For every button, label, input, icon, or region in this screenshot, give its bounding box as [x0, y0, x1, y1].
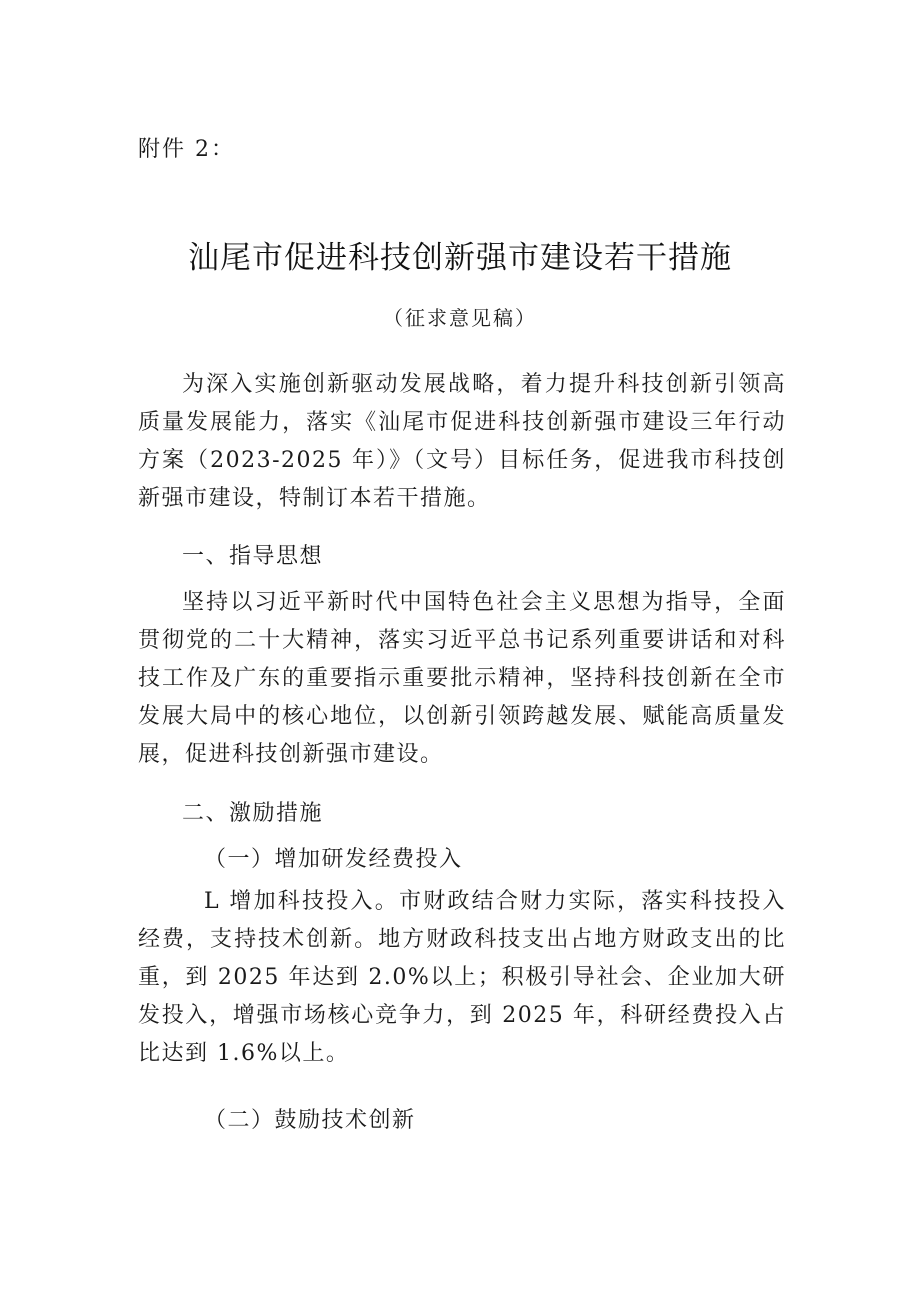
section-heading-incentive-measures: 二、激励措施: [182, 801, 324, 826]
attachment-label: 附件 2：: [138, 137, 235, 162]
intro-paragraph: 为深入实施创新驱动发展战略，着力提升科技创新引领高质量发展能力，落实《汕尾市促进科技创新强市建设三年行动方案（2023-2025 年）》（文号）目标任务，促进我市科技创新强市建设，特制订本若干措施。: [138, 372, 786, 511]
subsection-heading-tech-innovation: （二）鼓励技术创新: [204, 1108, 416, 1133]
page-subtitle: （征求意见稿）: [383, 306, 537, 330]
section-heading-guiding-ideology: 一、指导思想: [182, 544, 324, 569]
guiding-ideology-paragraph: 坚持以习近平新时代中国特色社会主义思想为指导，全面贯彻党的二十大精神，落实习近平总书记系列重要讲话和对科技工作及广东的重要指示重要批示精神，坚持科技创新在全市发展大局中的核心地位，以创新引领跨越发展、赋能高质量发展，促进科技创新强市建设。: [138, 590, 786, 767]
page-title: 汕尾市促进科技创新强市建设若干措施: [188, 240, 732, 276]
rd-investment-paragraph: L 增加科技投入。市财政结合财力实际，落实科技投入经费，支持技术创新。地方财政科技支出占地方财政支出的比重，到 2025 年达到 2.0%以上；积极引导社会、企业加大研发投入，增强市场核心竞争力，到 2025 年，科研经费投入占比达到 1.6%以上。: [138, 889, 786, 1066]
subsection-heading-rd-investment: （一）增加研发经费投入: [204, 847, 463, 872]
